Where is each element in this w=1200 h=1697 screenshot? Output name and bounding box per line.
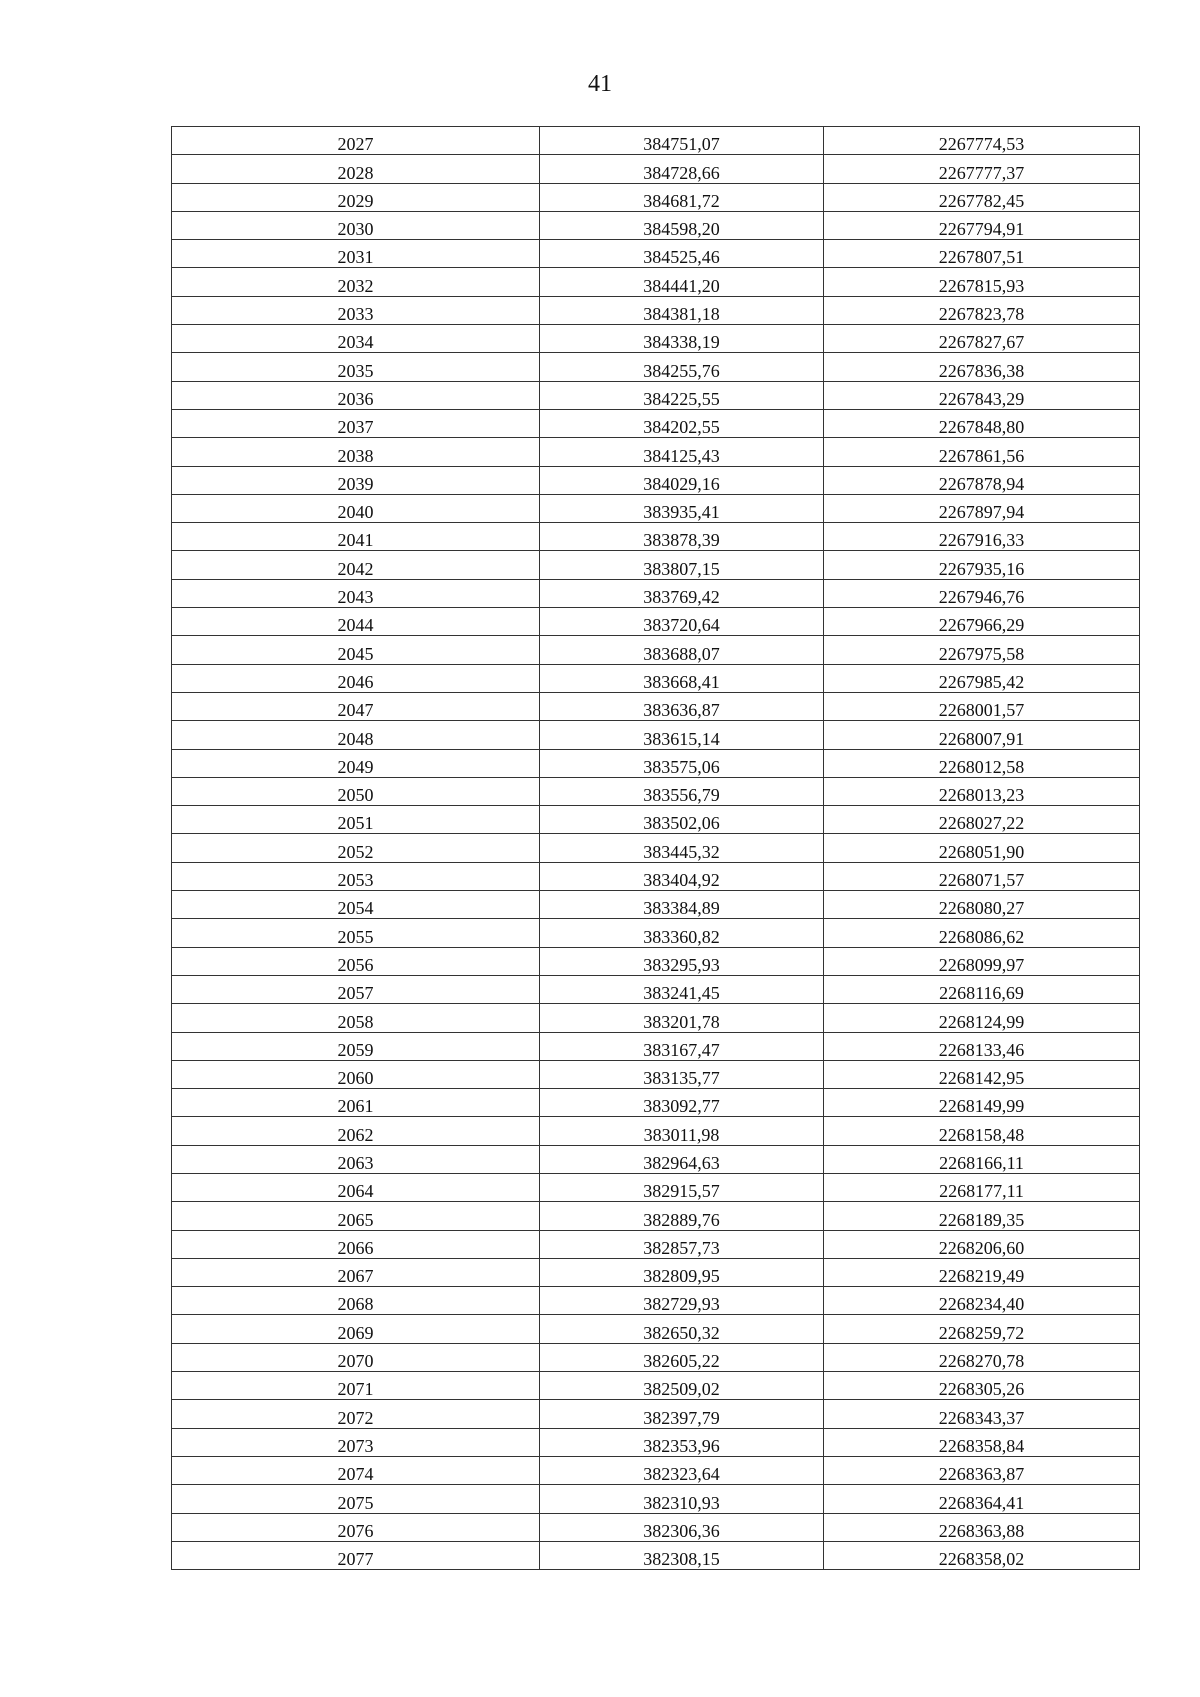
point-number-cell: 2037 bbox=[172, 409, 540, 437]
y-coordinate-cell: 2268027,22 bbox=[824, 806, 1140, 834]
table-row bbox=[172, 777, 1140, 805]
y-coordinate-cell: 2267935,16 bbox=[824, 551, 1140, 579]
x-coordinate-cell: 383360,82 bbox=[540, 919, 824, 947]
x-coordinate-cell: 382729,93 bbox=[540, 1287, 824, 1315]
table-row bbox=[172, 1428, 1140, 1456]
y-coordinate-cell: 2268343,37 bbox=[824, 1400, 1140, 1428]
point-number-cell: 2028 bbox=[172, 155, 540, 183]
x-coordinate-cell: 383201,78 bbox=[540, 1004, 824, 1032]
point-number-cell: 2038 bbox=[172, 438, 540, 466]
y-coordinate-cell: 2267777,37 bbox=[824, 155, 1140, 183]
y-coordinate-cell: 2268166,11 bbox=[824, 1145, 1140, 1173]
x-coordinate-cell: 383688,07 bbox=[540, 636, 824, 664]
x-coordinate-cell: 384381,18 bbox=[540, 296, 824, 324]
point-number-cell: 2033 bbox=[172, 296, 540, 324]
point-number-cell: 2064 bbox=[172, 1173, 540, 1201]
point-number-cell: 2073 bbox=[172, 1428, 540, 1456]
x-coordinate-cell: 384728,66 bbox=[540, 155, 824, 183]
y-coordinate-cell: 2268133,46 bbox=[824, 1032, 1140, 1060]
y-coordinate-cell: 2267916,33 bbox=[824, 523, 1140, 551]
table-row bbox=[172, 1089, 1140, 1117]
point-number-cell: 2055 bbox=[172, 919, 540, 947]
table-row bbox=[172, 1287, 1140, 1315]
y-coordinate-cell: 2267848,80 bbox=[824, 409, 1140, 437]
point-number-cell: 2047 bbox=[172, 692, 540, 720]
table-row bbox=[172, 155, 1140, 183]
x-coordinate-cell: 383404,92 bbox=[540, 862, 824, 890]
y-coordinate-cell: 2267878,94 bbox=[824, 466, 1140, 494]
table-row bbox=[172, 1202, 1140, 1230]
x-coordinate-cell: 383668,41 bbox=[540, 664, 824, 692]
y-coordinate-cell: 2268142,95 bbox=[824, 1060, 1140, 1088]
point-number-cell: 2066 bbox=[172, 1230, 540, 1258]
y-coordinate-cell: 2267946,76 bbox=[824, 579, 1140, 607]
x-coordinate-cell: 383720,64 bbox=[540, 608, 824, 636]
table-row bbox=[172, 494, 1140, 522]
x-coordinate-cell: 384125,43 bbox=[540, 438, 824, 466]
table-row bbox=[172, 692, 1140, 720]
y-coordinate-cell: 2267985,42 bbox=[824, 664, 1140, 692]
table-row bbox=[172, 1315, 1140, 1343]
table-row bbox=[172, 1173, 1140, 1201]
x-coordinate-cell: 382323,64 bbox=[540, 1456, 824, 1484]
x-coordinate-cell: 382308,15 bbox=[540, 1541, 824, 1569]
table-row bbox=[172, 183, 1140, 211]
table-row bbox=[172, 1230, 1140, 1258]
point-number-cell: 2062 bbox=[172, 1117, 540, 1145]
y-coordinate-cell: 2268013,23 bbox=[824, 777, 1140, 805]
y-coordinate-cell: 2268124,99 bbox=[824, 1004, 1140, 1032]
y-coordinate-cell: 2267815,93 bbox=[824, 268, 1140, 296]
x-coordinate-cell: 384225,55 bbox=[540, 381, 824, 409]
table-row bbox=[172, 523, 1140, 551]
x-coordinate-cell: 384255,76 bbox=[540, 353, 824, 381]
point-number-cell: 2074 bbox=[172, 1456, 540, 1484]
table-row bbox=[172, 438, 1140, 466]
y-coordinate-cell: 2268080,27 bbox=[824, 891, 1140, 919]
point-number-cell: 2063 bbox=[172, 1145, 540, 1173]
x-coordinate-cell: 382857,73 bbox=[540, 1230, 824, 1258]
table-row bbox=[172, 1343, 1140, 1371]
table-row bbox=[172, 749, 1140, 777]
table-row bbox=[172, 466, 1140, 494]
table-row bbox=[172, 1060, 1140, 1088]
x-coordinate-cell: 384029,16 bbox=[540, 466, 824, 494]
x-coordinate-cell: 382509,02 bbox=[540, 1372, 824, 1400]
x-coordinate-cell: 383295,93 bbox=[540, 947, 824, 975]
point-number-cell: 2068 bbox=[172, 1287, 540, 1315]
x-coordinate-cell: 384338,19 bbox=[540, 325, 824, 353]
x-coordinate-cell: 382964,63 bbox=[540, 1145, 824, 1173]
table-row bbox=[172, 1004, 1140, 1032]
point-number-cell: 2059 bbox=[172, 1032, 540, 1060]
point-number-cell: 2053 bbox=[172, 862, 540, 890]
point-number-cell: 2070 bbox=[172, 1343, 540, 1371]
table-row bbox=[172, 721, 1140, 749]
table-row bbox=[172, 608, 1140, 636]
point-number-cell: 2069 bbox=[172, 1315, 540, 1343]
table-row bbox=[172, 862, 1140, 890]
x-coordinate-cell: 382915,57 bbox=[540, 1173, 824, 1201]
point-number-cell: 2048 bbox=[172, 721, 540, 749]
x-coordinate-cell: 383575,06 bbox=[540, 749, 824, 777]
y-coordinate-cell: 2267966,29 bbox=[824, 608, 1140, 636]
x-coordinate-cell: 383445,32 bbox=[540, 834, 824, 862]
point-number-cell: 2027 bbox=[172, 127, 540, 155]
x-coordinate-cell: 382605,22 bbox=[540, 1343, 824, 1371]
x-coordinate-cell: 383807,15 bbox=[540, 551, 824, 579]
table-row bbox=[172, 1145, 1140, 1173]
point-number-cell: 2030 bbox=[172, 211, 540, 239]
point-number-cell: 2071 bbox=[172, 1372, 540, 1400]
table-row bbox=[172, 296, 1140, 324]
x-coordinate-cell: 382397,79 bbox=[540, 1400, 824, 1428]
x-coordinate-cell: 383502,06 bbox=[540, 806, 824, 834]
y-coordinate-cell: 2268270,78 bbox=[824, 1343, 1140, 1371]
x-coordinate-cell: 382306,36 bbox=[540, 1513, 824, 1541]
table-row bbox=[172, 975, 1140, 1003]
table-row bbox=[172, 551, 1140, 579]
coordinates-table-body bbox=[172, 127, 1140, 1570]
x-coordinate-cell: 384751,07 bbox=[540, 127, 824, 155]
x-coordinate-cell: 383615,14 bbox=[540, 721, 824, 749]
y-coordinate-cell: 2268007,91 bbox=[824, 721, 1140, 749]
x-coordinate-cell: 383935,41 bbox=[540, 494, 824, 522]
table-row bbox=[172, 409, 1140, 437]
point-number-cell: 2075 bbox=[172, 1485, 540, 1513]
y-coordinate-cell: 2268086,62 bbox=[824, 919, 1140, 947]
x-coordinate-cell: 384441,20 bbox=[540, 268, 824, 296]
x-coordinate-cell: 383167,47 bbox=[540, 1032, 824, 1060]
x-coordinate-cell: 382809,95 bbox=[540, 1258, 824, 1286]
point-number-cell: 2031 bbox=[172, 240, 540, 268]
point-number-cell: 2072 bbox=[172, 1400, 540, 1428]
point-number-cell: 2050 bbox=[172, 777, 540, 805]
y-coordinate-cell: 2268219,49 bbox=[824, 1258, 1140, 1286]
point-number-cell: 2056 bbox=[172, 947, 540, 975]
y-coordinate-cell: 2267861,56 bbox=[824, 438, 1140, 466]
table-row bbox=[172, 1456, 1140, 1484]
point-number-cell: 2057 bbox=[172, 975, 540, 1003]
y-coordinate-cell: 2268363,88 bbox=[824, 1513, 1140, 1541]
table-row bbox=[172, 1372, 1140, 1400]
table-row bbox=[172, 325, 1140, 353]
point-number-cell: 2035 bbox=[172, 353, 540, 381]
y-coordinate-cell: 2268358,02 bbox=[824, 1541, 1140, 1569]
point-number-cell: 2044 bbox=[172, 608, 540, 636]
x-coordinate-cell: 384598,20 bbox=[540, 211, 824, 239]
table-row bbox=[172, 579, 1140, 607]
x-coordinate-cell: 383636,87 bbox=[540, 692, 824, 720]
table-row bbox=[172, 353, 1140, 381]
point-number-cell: 2051 bbox=[172, 806, 540, 834]
x-coordinate-cell: 384525,46 bbox=[540, 240, 824, 268]
y-coordinate-cell: 2267794,91 bbox=[824, 211, 1140, 239]
y-coordinate-cell: 2267897,94 bbox=[824, 494, 1140, 522]
x-coordinate-cell: 382889,76 bbox=[540, 1202, 824, 1230]
point-number-cell: 2076 bbox=[172, 1513, 540, 1541]
y-coordinate-cell: 2268149,99 bbox=[824, 1089, 1140, 1117]
point-number-cell: 2042 bbox=[172, 551, 540, 579]
y-coordinate-cell: 2268363,87 bbox=[824, 1456, 1140, 1484]
y-coordinate-cell: 2267823,78 bbox=[824, 296, 1140, 324]
y-coordinate-cell: 2267843,29 bbox=[824, 381, 1140, 409]
table-row bbox=[172, 1400, 1140, 1428]
y-coordinate-cell: 2268116,69 bbox=[824, 975, 1140, 1003]
table-row bbox=[172, 947, 1140, 975]
table-row bbox=[172, 1032, 1140, 1060]
x-coordinate-cell: 383878,39 bbox=[540, 523, 824, 551]
x-coordinate-cell: 383769,42 bbox=[540, 579, 824, 607]
table-row bbox=[172, 1485, 1140, 1513]
x-coordinate-cell: 383384,89 bbox=[540, 891, 824, 919]
y-coordinate-cell: 2267807,51 bbox=[824, 240, 1140, 268]
table-row bbox=[172, 381, 1140, 409]
y-coordinate-cell: 2268071,57 bbox=[824, 862, 1140, 890]
point-number-cell: 2058 bbox=[172, 1004, 540, 1032]
y-coordinate-cell: 2268001,57 bbox=[824, 692, 1140, 720]
x-coordinate-cell: 384202,55 bbox=[540, 409, 824, 437]
y-coordinate-cell: 2268177,11 bbox=[824, 1173, 1140, 1201]
y-coordinate-cell: 2268364,41 bbox=[824, 1485, 1140, 1513]
point-number-cell: 2046 bbox=[172, 664, 540, 692]
point-number-cell: 2041 bbox=[172, 523, 540, 551]
y-coordinate-cell: 2268012,58 bbox=[824, 749, 1140, 777]
table-row bbox=[172, 1258, 1140, 1286]
y-coordinate-cell: 2267975,58 bbox=[824, 636, 1140, 664]
y-coordinate-cell: 2267782,45 bbox=[824, 183, 1140, 211]
y-coordinate-cell: 2268305,26 bbox=[824, 1372, 1140, 1400]
y-coordinate-cell: 2268158,48 bbox=[824, 1117, 1140, 1145]
point-number-cell: 2060 bbox=[172, 1060, 540, 1088]
x-coordinate-cell: 382650,32 bbox=[540, 1315, 824, 1343]
y-coordinate-cell: 2268259,72 bbox=[824, 1315, 1140, 1343]
point-number-cell: 2029 bbox=[172, 183, 540, 211]
point-number-cell: 2067 bbox=[172, 1258, 540, 1286]
table-row bbox=[172, 1117, 1140, 1145]
table-row bbox=[172, 268, 1140, 296]
x-coordinate-cell: 382310,93 bbox=[540, 1485, 824, 1513]
point-number-cell: 2043 bbox=[172, 579, 540, 607]
point-number-cell: 2034 bbox=[172, 325, 540, 353]
point-number-cell: 2036 bbox=[172, 381, 540, 409]
table-row bbox=[172, 211, 1140, 239]
y-coordinate-cell: 2267836,38 bbox=[824, 353, 1140, 381]
point-number-cell: 2040 bbox=[172, 494, 540, 522]
x-coordinate-cell: 383241,45 bbox=[540, 975, 824, 1003]
x-coordinate-cell: 383011,98 bbox=[540, 1117, 824, 1145]
x-coordinate-cell: 383556,79 bbox=[540, 777, 824, 805]
y-coordinate-cell: 2268206,60 bbox=[824, 1230, 1140, 1258]
y-coordinate-cell: 2268051,90 bbox=[824, 834, 1140, 862]
point-number-cell: 2065 bbox=[172, 1202, 540, 1230]
x-coordinate-cell: 383135,77 bbox=[540, 1060, 824, 1088]
table-row bbox=[172, 919, 1140, 947]
coordinates-table bbox=[171, 126, 1140, 1570]
table-row bbox=[172, 1541, 1140, 1569]
point-number-cell: 2077 bbox=[172, 1541, 540, 1569]
point-number-cell: 2045 bbox=[172, 636, 540, 664]
y-coordinate-cell: 2268234,40 bbox=[824, 1287, 1140, 1315]
point-number-cell: 2049 bbox=[172, 749, 540, 777]
y-coordinate-cell: 2267774,53 bbox=[824, 127, 1140, 155]
point-number-cell: 2052 bbox=[172, 834, 540, 862]
x-coordinate-cell: 384681,72 bbox=[540, 183, 824, 211]
page-number: 41 bbox=[588, 71, 612, 97]
table-row bbox=[172, 127, 1140, 155]
x-coordinate-cell: 382353,96 bbox=[540, 1428, 824, 1456]
point-number-cell: 2032 bbox=[172, 268, 540, 296]
y-coordinate-cell: 2268099,97 bbox=[824, 947, 1140, 975]
table-row bbox=[172, 891, 1140, 919]
table-row bbox=[172, 806, 1140, 834]
y-coordinate-cell: 2267827,67 bbox=[824, 325, 1140, 353]
point-number-cell: 2054 bbox=[172, 891, 540, 919]
table-row bbox=[172, 636, 1140, 664]
y-coordinate-cell: 2268358,84 bbox=[824, 1428, 1140, 1456]
table-row bbox=[172, 1513, 1140, 1541]
x-coordinate-cell: 383092,77 bbox=[540, 1089, 824, 1117]
y-coordinate-cell: 2268189,35 bbox=[824, 1202, 1140, 1230]
table-row bbox=[172, 664, 1140, 692]
point-number-cell: 2039 bbox=[172, 466, 540, 494]
table-row bbox=[172, 240, 1140, 268]
point-number-cell: 2061 bbox=[172, 1089, 540, 1117]
table-row bbox=[172, 834, 1140, 862]
